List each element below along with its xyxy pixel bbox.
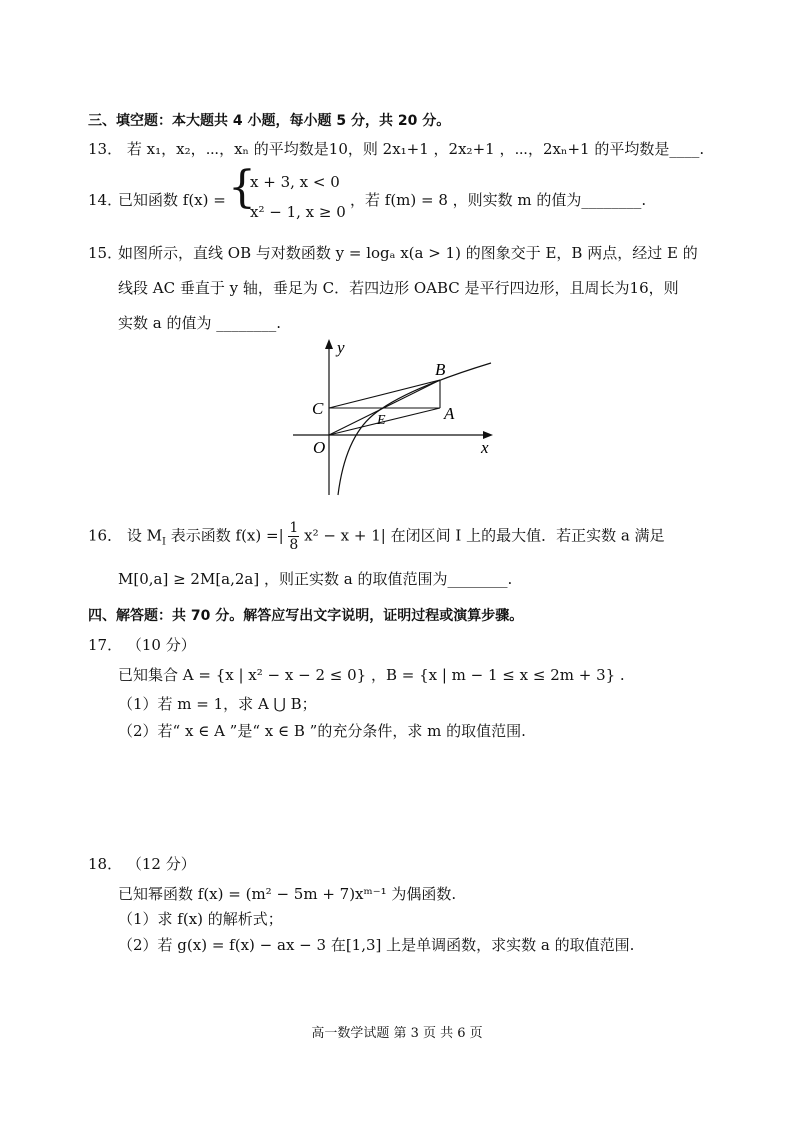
question-16-number: 16． [88, 526, 123, 545]
question-18-stem: 已知幂函数 f(x) = (m² − 5m + 7)xᵐ⁻¹ 为偶函数. [118, 885, 457, 903]
question-16-text-a: 设 M [126, 526, 163, 545]
label-c: C [312, 399, 324, 418]
question-15-line-2: 线段 AC 垂直于 y 轴，垂足为 C．若四边形 OABC 是平行四边形，且周长为16，则 [118, 279, 679, 297]
question-17-stem: 已知集合 A = {x | x² − x − 2 ≤ 0} ，B = {x | m − 1 ≤ x ≤ 2m + 3} . [118, 666, 625, 684]
question-18-score: （12 分） [126, 855, 196, 873]
piecewise-case-1: x + 3, x < 0 [250, 173, 340, 191]
piecewise-case-2: x² − 1, x ≥ 0 [250, 203, 346, 221]
question-17-header [88, 634, 196, 655]
label-x: x [481, 438, 489, 457]
label-b: B [435, 360, 446, 379]
question-17-number: 17． [88, 636, 123, 654]
piecewise-brace: { [228, 162, 256, 213]
question-13-text: 若 x₁，x₂，⋯，xₙ 的平均数是10，则 2x₁+1 ，2x₂+1 ，⋯，2xₙ+1 的平均数是____. [126, 140, 705, 158]
label-o: O [313, 438, 326, 457]
question-14-number: 14． [88, 191, 123, 209]
question-15-figure [285, 335, 495, 500]
fraction-numerator: 1 [289, 520, 299, 536]
y-axis-arrow [325, 339, 333, 349]
question-16-text-c: x² − x + 1| 在闭区间 I 上的最大值．若正实数 a 满足 [304, 526, 665, 545]
log-curve [338, 363, 491, 495]
question-14-lead: 已知函数 f(x) = [118, 191, 226, 209]
question-16-line-1 [88, 520, 665, 553]
section-4-heading: 四、解答题：共 70 分。解答应写出文字说明，证明过程或演算步骤。 [88, 608, 524, 624]
question-18-header [88, 853, 196, 874]
question-17-score: （10 分） [126, 636, 196, 654]
question-15-number: 15． [88, 244, 123, 262]
question-16-sub: I [162, 536, 166, 548]
question-16-line-2: M[0,a] ≥ 2M[a,2a] ，则正实数 a 的取值范围为________. [118, 570, 513, 588]
segment-cb [329, 380, 440, 408]
question-18-number: 18． [88, 855, 123, 873]
question-17-part-1: （1）若 m = 1，求 A ⋃ B； [118, 695, 317, 713]
question-18-part-1: （1）求 f(x) 的解析式； [118, 910, 283, 928]
question-18-part-2: （2）若 g(x) = f(x) − ax − 3 在[1,3] 上是单调函数，求实数 a 的取值范围. [118, 936, 635, 954]
question-15-line-1: 如图所示，直线 OB 与对数函数 y = logₐ x(a > 1) 的图象交于 E，B 两点，经过 E 的 [118, 244, 698, 262]
fraction-denominator: 8 [289, 537, 299, 553]
question-13-number: 13． [88, 140, 123, 158]
question-14-tail: ，若 f(m) = 8 ，则实数 m 的值为________. [350, 191, 647, 209]
label-a: A [444, 404, 455, 423]
question-17-part-2: （2）若“ x ∈ A ”是“ x ∈ B ”的充分条件，求 m 的取值范围. [118, 722, 526, 740]
section-3-heading: 三、填空题：本大题共 4 小题，每小题 5 分，共 20 分。 [88, 113, 451, 129]
label-e: E [377, 413, 386, 428]
question-13 [88, 138, 704, 159]
label-y: y [337, 338, 345, 357]
question-15-line-3: 实数 a 的值为 ________. [118, 314, 282, 332]
fraction-one-eighth [288, 520, 299, 553]
question-16-text-b: 表示函数 f(x) =| [170, 526, 284, 545]
page-footer: 高一数学试题 第 3 页 共 6 页 [311, 1026, 483, 1041]
